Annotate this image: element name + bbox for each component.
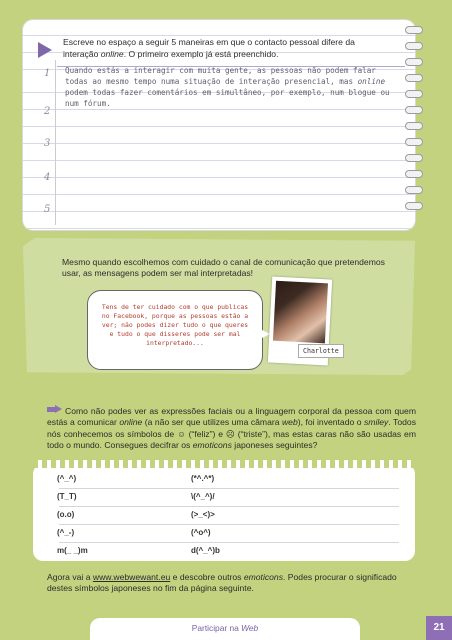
row-line: [59, 542, 399, 543]
emoticon: m(_ _)m: [57, 546, 88, 555]
ring-icon: [405, 186, 423, 194]
emoticon: (^_-): [57, 528, 75, 537]
ring-icon: [405, 154, 423, 162]
portrait-image: [273, 281, 328, 344]
margin-line: [55, 60, 56, 225]
spiral-binding: [405, 26, 423, 246]
ring-icon: [405, 122, 423, 130]
emoticon: d(^_^)b: [191, 546, 220, 555]
ring-icon: [405, 106, 423, 114]
row-line: [59, 524, 399, 525]
ring-icon: [405, 138, 423, 146]
ring-icon: [405, 170, 423, 178]
speech-bubble-text: Tens de ter cuidado com o que publicas no Facebook, porque as pessoas estão a ver; não podes dizer tudo o que queres e tudo o que disseres pode ser mal interpretado...: [101, 303, 249, 347]
footer-title: Participar na Web: [191, 623, 259, 633]
line-number: 5: [44, 204, 51, 215]
line-number: 4: [44, 172, 51, 183]
page-number: 21: [426, 616, 452, 640]
row-line: [59, 506, 399, 507]
ring-icon: [405, 202, 423, 210]
speech-intro: Mesmo quando escolhemos com cuidado o canal de comunicação que pretendemos usar, as mensagens podem ser mal interpretadas!: [62, 257, 385, 278]
line-number: 1: [44, 68, 51, 79]
emoticon: (^o^): [191, 528, 211, 537]
notebook-card: [23, 20, 415, 230]
emoticon: (T_T): [57, 492, 77, 501]
ring-icon: [405, 74, 423, 82]
photo-label: Charlotte: [298, 344, 344, 358]
emoticon: (>_<)>: [191, 510, 215, 519]
arrow-right-icon: [47, 405, 63, 414]
ring-icon: [405, 90, 423, 98]
emoticons-card: [33, 464, 415, 561]
emoticon: (*^.^*): [191, 474, 215, 483]
emoticon-paragraph: Como não podes ver as expressões faciais ou a linguagem corporal da pessoa com quem estás a comunicar online (a não ser que utilizes uma câmara web), foi inventado o smiley. Todos nós conhecemos os símbolos de ☺ (“feliz”) e ☹ (“triste”), mas estas caras não são usadas em todo o mundo. Consegues decifrar os emoticons japoneses seguintes?: [47, 406, 416, 451]
example-answer[interactable]: Quando estás a interagir com muita gente, as pessoas não podem falar todas ao mesmo tempo numa situação de interação presencial, mas online podem todas fazer comentários em simultâneo, por exemplo, num blogue ou num fórum.: [65, 66, 390, 108]
emoticon: \(^_^)/: [191, 492, 215, 501]
instruction-text: Escreve no espaço a seguir 5 maneiras em que o contacto pessoal difere da interação online. O primeiro exemplo já está preenchido.: [63, 37, 355, 59]
emoticon: (^_^): [57, 474, 77, 483]
ring-icon: [405, 58, 423, 66]
row-line: [59, 488, 399, 489]
ring-icon: [405, 26, 423, 34]
ring-icon: [405, 42, 423, 50]
line-number: 2: [44, 106, 51, 117]
webwewant-link[interactable]: www.webwewant.eu: [92, 572, 171, 582]
closing-paragraph: Agora vai a www.webwewant.eu e descobre outros emoticons. Podes procurar o significado destes símbolos japoneses no fim da página seguinte.: [47, 572, 397, 594]
arrow-right-icon: [38, 42, 52, 58]
footer: [90, 618, 360, 640]
line-number: 3: [44, 138, 51, 149]
emoticon: (o.o): [57, 510, 75, 519]
